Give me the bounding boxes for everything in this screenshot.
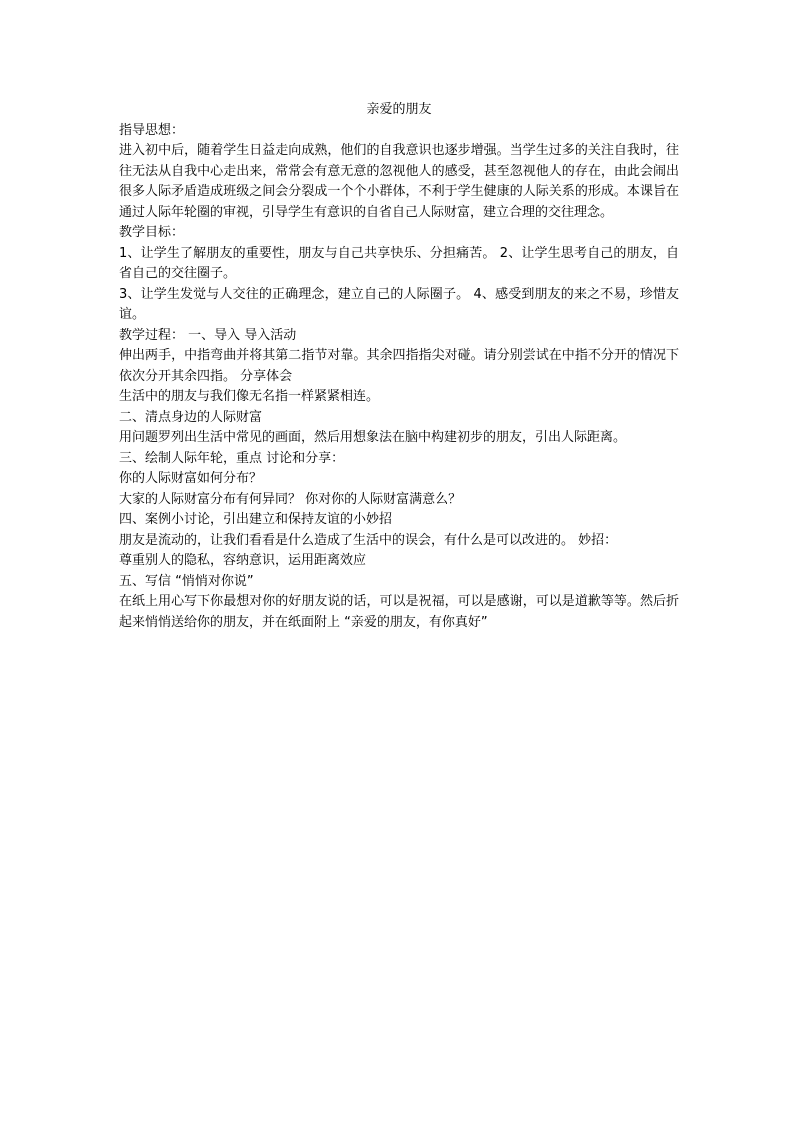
document-page xyxy=(119,100,679,633)
guide-body: 进入初中后，随着学生日益走向成熟，他们的自我意识也逐步增强。当学生过多的关注自我时，往往无法从自我中心走出来，常常会有意无意的忽视他人的感受，甚至忽视他人的存在，由此会闹出很多人际矛盾造成班级之间会分裂成一个个小群体，不利于学生健康的人际关系的形成。本课旨在通过人际年轮圈的审视，引导学生有意识的自省自己人际财富，建立合理的交往理念。 xyxy=(119,143,679,220)
step5-body: 在纸上用心写下你最想对你的好朋友说的话，可以是祝福，可以是感谢，可以是道歉等等。然后折起来悄悄送给你的朋友，并在纸面附上 “亲爱的朋友，有你真好” xyxy=(119,594,679,630)
step3-question-2: 大家的人际财富分布有何异同？ 你对你的人际财富满意么？ xyxy=(119,491,462,507)
step3-heading: 三、绘制人际年轮，重点 讨论和分享： xyxy=(119,450,345,466)
guide-heading: 指导思想： xyxy=(119,122,185,138)
process-intro: 伸出两手，中指弯曲并将其第二指节对靠。其余四指指尖对碰。请分别尝试在中指不分开的情况下依次分开其余四指。 分享体会 xyxy=(119,348,679,384)
step2-body: 用问题罗列出生活中常见的画面，然后用想象法在脑中构建初步的朋友，引出人际距离。 xyxy=(119,430,627,445)
goals-item-1: 1、让学生了解朋友的重要性，朋友与自己共享快乐、分担痛苦。 2、让学生思考自己的朋友，自省自己的交往圈子。 xyxy=(119,245,679,281)
document-title: 亲爱的朋友 xyxy=(366,102,432,117)
step3-question-1: 你的人际财富如何分布？ xyxy=(119,471,263,486)
step5-heading: 五、写信 “悄悄对你说” xyxy=(119,573,254,589)
process-intro-summary: 生活中的朋友与我们像无名指一样紧紧相连。 xyxy=(119,389,380,404)
step4-body: 朋友是流动的，让我们看看是什么造成了生活中的误会，有什么是可以改进的。 妙招： xyxy=(119,532,618,548)
step4-tip: 尊重别人的隐私，容纳意识，运用距离效应 xyxy=(119,553,367,568)
step2-heading: 二、清点身边的人际财富 xyxy=(119,409,263,425)
step4-heading: 四、案例小讨论，引出建立和保持友谊的小妙招 xyxy=(119,512,393,527)
goals-item-2: 3、让学生发觉与人交往的正确理念，建立自己的人际圈子。 4、感受到朋友的来之不易，珍惜友谊。 xyxy=(119,286,679,322)
process-heading: 教学过程： 一、导入 导入活动 xyxy=(119,327,297,343)
goals-heading: 教学目标： xyxy=(119,225,185,240)
